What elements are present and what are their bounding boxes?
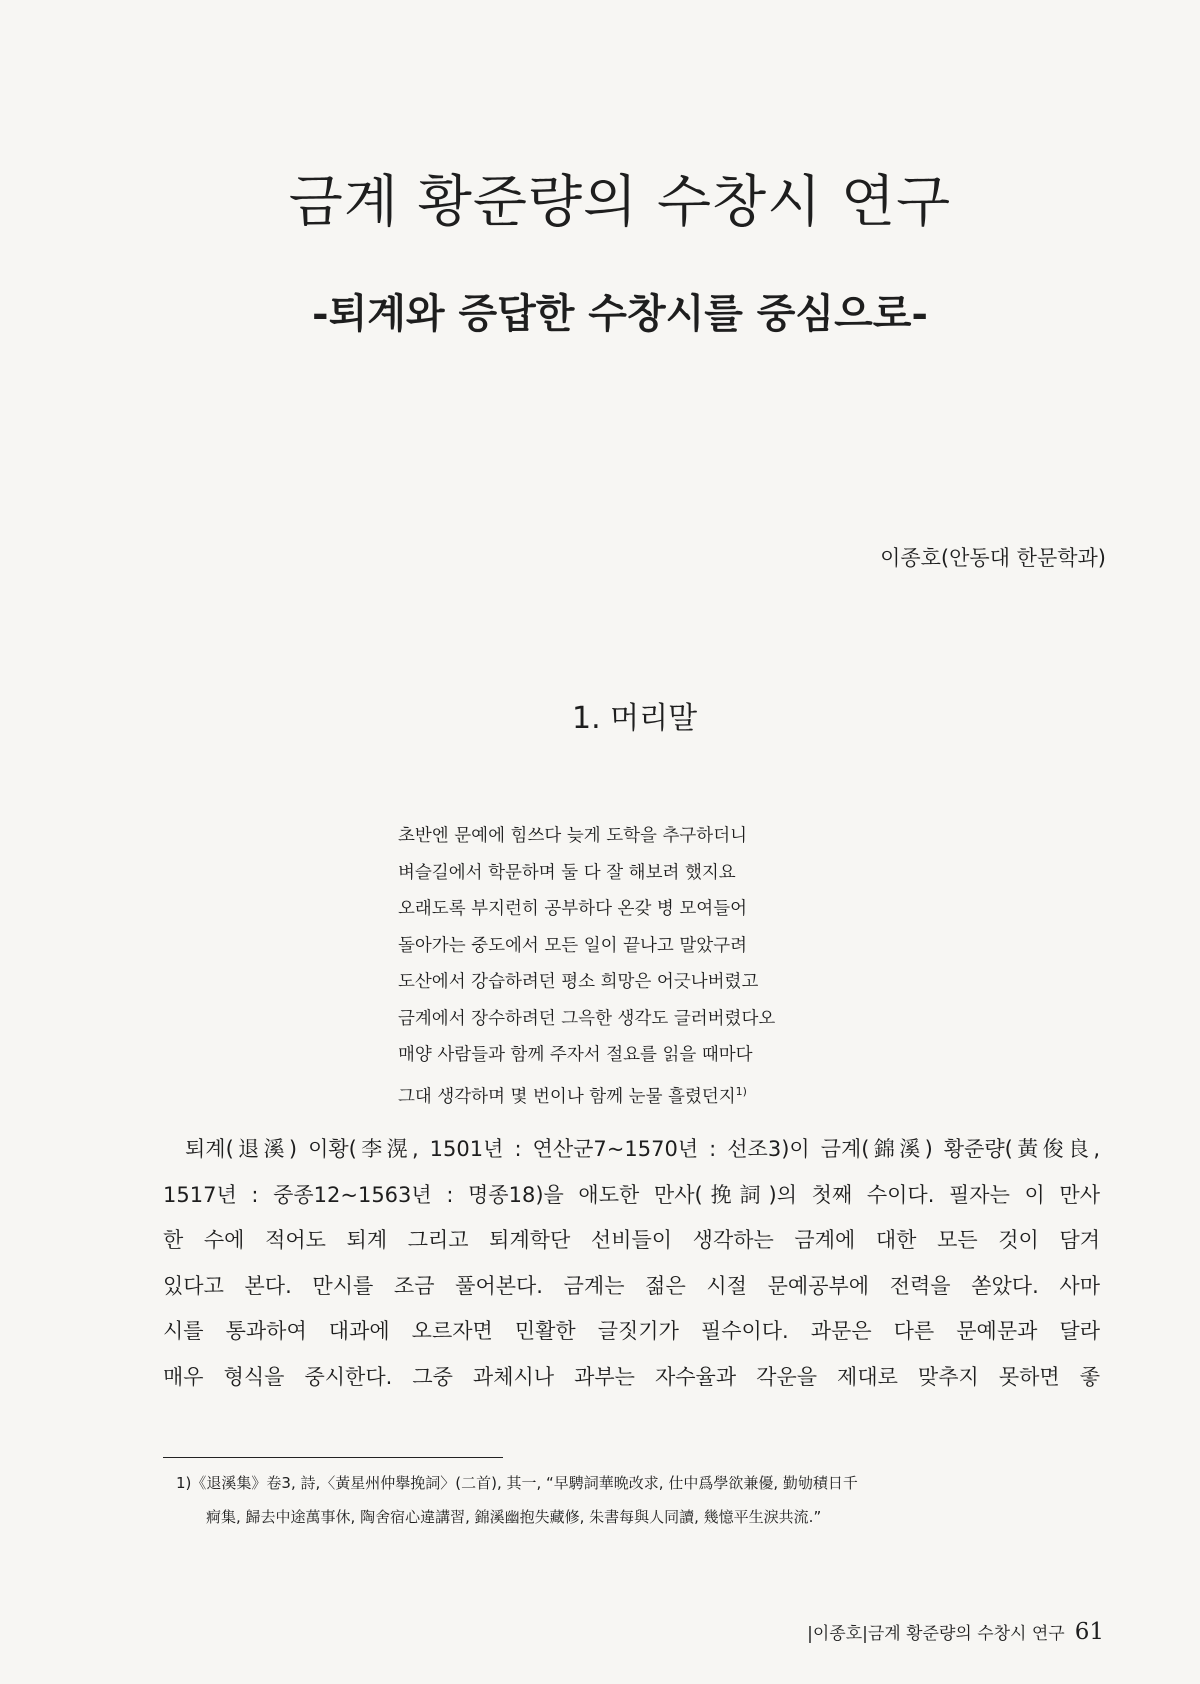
poem-line: 매양 사람들과 함께 주자서 절요를 읽을 때마다 [398,1045,753,1065]
poem-line: 돌아가는 중도에서 모든 일이 끝나고 말았구려 [398,935,748,956]
poem-line: 도산에서 강습하려던 평소 희망은 어긋나버렸고 [398,972,759,992]
paper-title: 금계 황준량의 수창시 연구 [288,170,952,235]
running-footer [807,1619,1104,1645]
footnote-marker[interactable]: 1) [735,1084,747,1098]
footnote [176,1466,1106,1534]
paper-subtitle: -퇴계와 증답한 수창시를 중심으로- [312,290,928,337]
poem-line: 오래도록 부지런히 공부하다 온갖 병 모여들어 [398,899,748,919]
page-number: 61 [1074,1619,1104,1645]
body-paragraph [163,1127,1100,1400]
body-line: 있다고 본다. 만시를 조금 풀어본다. 금계는 젊은 시절 문예공부에 전력을 쏟았다. 사마 [163,1273,1100,1298]
footnote-line: 痾集, 歸去中途萬事休, 陶舍宿心違講習, 錦溪幽抱失藏修, 朱書每與人同讀, 幾憶平生淚共流.” [206,1508,822,1526]
poem-line: 금계에서 장수하려던 그윽한 생각도 글러버렸다오 [398,1008,776,1029]
poem-line: 벼슬길에서 학문하며 둘 다 잘 해보려 했지요 [398,862,736,883]
poem-line: 초반엔 문예에 힘쓰다 늦게 도학을 추구하더니 [398,826,748,846]
footnote-divider [163,1457,503,1458]
poem-line-last [398,1074,775,1111]
footnote-line: 1)《退溪集》卷3, 詩,〈黃星州仲擧挽詞〉(二首), 其一, “早騁詞華晩改求, 仕中爲學欲兼優, 勤劬積日千 [176,1474,858,1492]
body-line: 1517년 : 중종12~1563년 : 명종18)을 애도한 만사(挽詞)의 첫째 수이다. 필자는 이 만사 [163,1182,1100,1207]
quoted-poem [398,818,775,1110]
section-heading: 1. 머리말 [572,701,698,736]
running-title: |이종호|금계 황준량의 수창시 연구 [807,1624,1065,1644]
poem-line-text: 그대 생각하며 몇 번이나 함께 눈물 흘렸던지 [398,1086,736,1107]
body-line: 매우 형식을 중시한다. 그중 과체시나 과부는 자수율과 각운을 제대로 맞추지 못하면 좋 [163,1364,1100,1389]
body-line: 시를 통과하여 대과에 오르자면 민활한 글짓기가 필수이다. 과문은 다른 문예문과 달라 [163,1319,1100,1343]
body-line: 한 수에 적어도 퇴계 그리고 퇴계학단 선비들이 생각하는 금계에 대한 모든 것이 담겨 [163,1228,1100,1252]
author-affiliation: 이종호(안동대 한문학과) [880,546,1106,570]
body-line: 퇴계(退溪) 이황(李滉, 1501년 : 연산군7~1570년 : 선조3)이 금계(錦溪) 황준량(黃俊良, [185,1137,1100,1161]
